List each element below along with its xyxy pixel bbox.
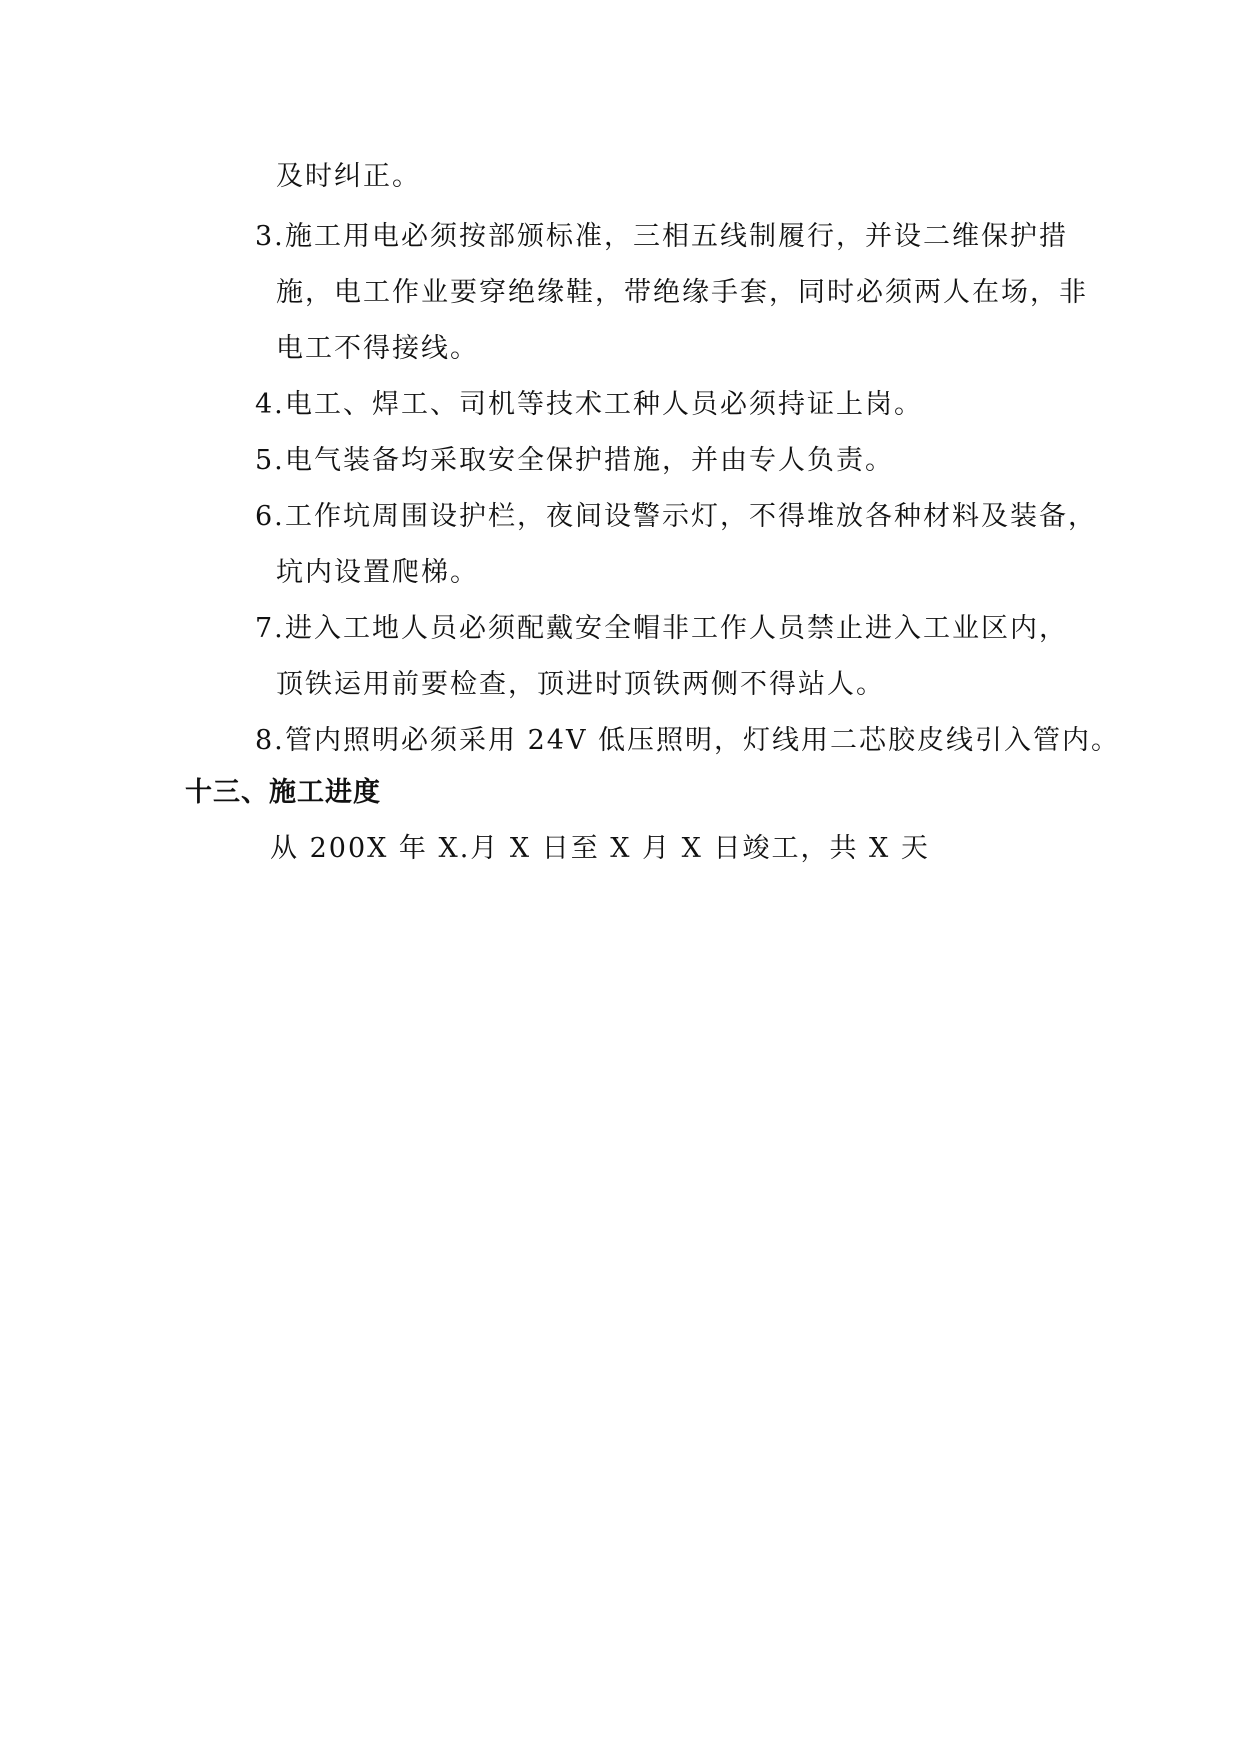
list-item-4-number: 4.: [255, 389, 285, 420]
list-item-6-number: 6.: [255, 501, 285, 532]
list-item-8-line-1: 管内照明必须采用 24V 低压照明，灯线用二芯胶皮线引入管内。: [285, 725, 1121, 756]
list-item-6-line-2: 坑内设置爬梯。: [276, 557, 479, 588]
list-item-4-line-1: 电工、焊工、司机等技术工种人员必须持证上岗。: [285, 389, 923, 420]
list-item-3-number: 3.: [255, 221, 285, 252]
list-item-7-number: 7.: [255, 613, 285, 644]
list-item-3-line-1: 施工用电必须按部颁标准，三相五线制履行，并设二维保护措: [285, 221, 1068, 252]
list-item-5-number: 5.: [255, 445, 285, 476]
list-item-7-line-2: 顶铁运用前要检查，顶进时顶铁两侧不得站人。: [276, 669, 885, 700]
list-item-7-line-1: 进入工地人员必须配戴安全帽非工作人员禁止进入工业区内，: [285, 613, 1068, 644]
list-item-6-line-1: 工作坑周围设护栏，夜间设警示灯，不得堆放各种材料及装备，: [285, 501, 1097, 532]
list-item-5-line-1: 电气装备均采取安全保护措施，并由专人负责。: [285, 445, 894, 476]
section-heading: 十三、施工进度: [185, 777, 381, 808]
list-item-3-line-2: 施，电工作业要穿绝缘鞋，带绝缘手套，同时必须两人在场，非: [276, 277, 1088, 308]
list-item-8-number: 8.: [255, 725, 285, 756]
continuation-line: 及时纠正。: [276, 161, 421, 192]
list-item-3-line-3: 电工不得接线。: [276, 333, 479, 364]
section-body: 从 200X 年 X.月 X 日至 X 月 X 日竣工，共 X 天: [270, 833, 930, 864]
